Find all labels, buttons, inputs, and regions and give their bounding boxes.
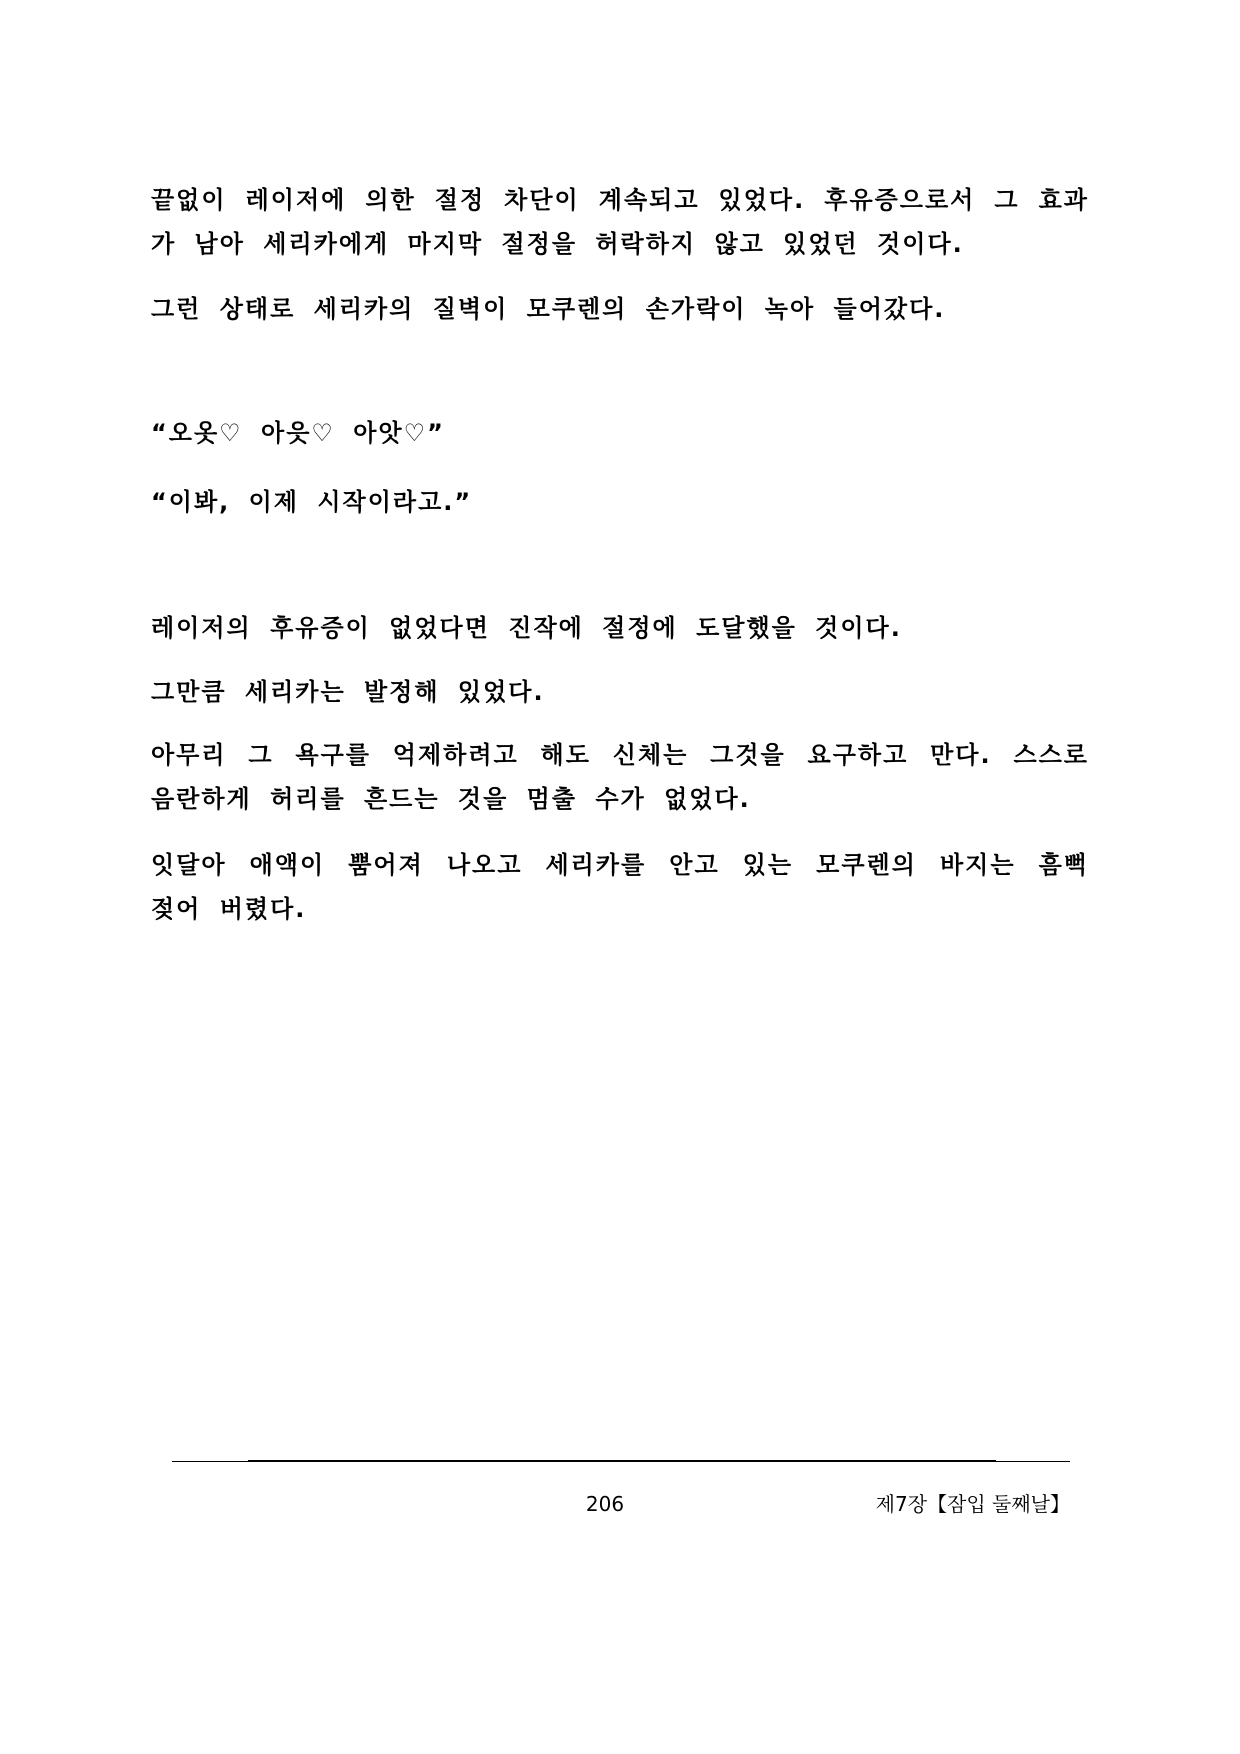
paragraph-1: 끝없이 레이저에 의한 절정 차단이 계속되고 있었다. 후유증으로서 그 효과가 남아 세리카에게 마지막 절정을 허락하지 않고 있었던 것이다. [151, 186, 1089, 258]
paragraph-5: 아무리 그 욕구를 억제하려고 해도 신체는 그것을 요구하고 만다. 스스로 음란하게 허리를 흔드는 것을 멈출 수가 없었다. [151, 741, 1089, 813]
dialogue-line-2: “이봐, 이제 시작이라고.” [151, 488, 473, 516]
paragraph-4: 그만큼 세리카는 발정해 있었다. [151, 678, 545, 706]
paragraph-3: 레이저의 후유증이 없었다면 진작에 절정에 도달했을 것이다. [151, 614, 902, 642]
dialogue-line-1: “오옷♡ 아읏♡ 아앗♡” [151, 419, 445, 447]
paragraph-6: 잇달아 애액이 뿜어져 나오고 세리카를 안고 있는 모쿠렌의 바지는 흠뻑 젖어 버렸다. [151, 851, 1089, 923]
footer-divider-accent [248, 1460, 996, 1462]
page-number: 206 [585, 1492, 625, 1516]
paragraph-2: 그런 상태로 세리카의 질벽이 모쿠렌의 손가락이 녹아 들어갔다. [151, 295, 946, 323]
chapter-title: 제7장【잠입 둘째날】 [875, 1492, 1070, 1516]
